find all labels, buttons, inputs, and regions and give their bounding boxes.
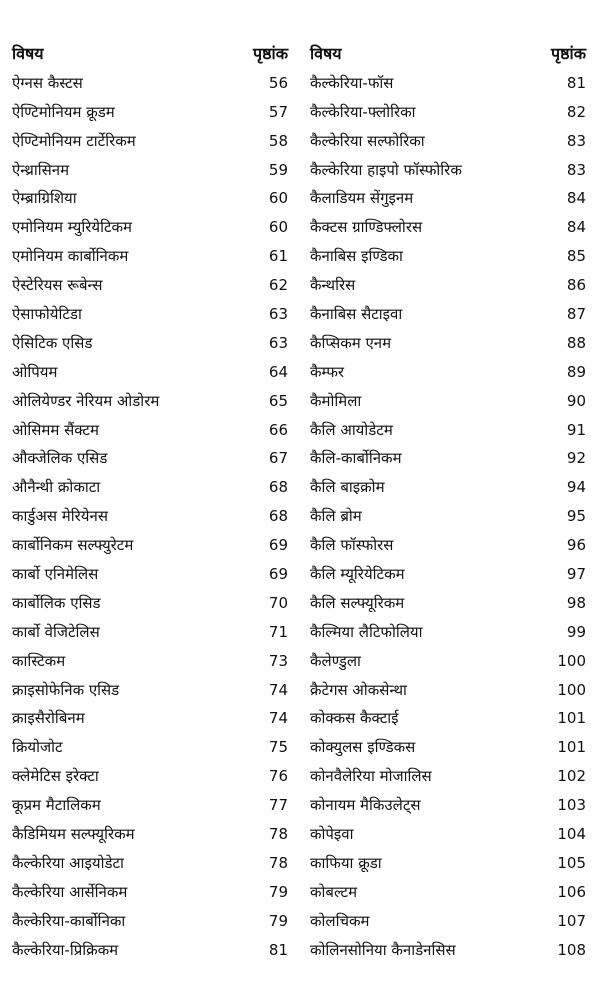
index-entry bbox=[310, 762, 588, 791]
entry-page-number: 95 bbox=[566, 507, 586, 526]
entry-page-number: 100 bbox=[557, 680, 586, 699]
index-entry bbox=[12, 69, 290, 98]
entry-subject: कैलि ब्रोम bbox=[310, 507, 362, 526]
entry-subject: ऐण्टिमोनियम टार्टेरिकम bbox=[12, 131, 136, 150]
entry-page-number: 63 bbox=[268, 333, 288, 352]
entry-page-number: 61 bbox=[268, 247, 288, 266]
index-entry bbox=[310, 444, 588, 473]
entry-subject: कैनाबिस इण्डिका bbox=[310, 247, 403, 266]
entry-page-number: 58 bbox=[268, 131, 288, 150]
index-entry bbox=[310, 907, 588, 936]
index-entry bbox=[310, 704, 588, 733]
entry-page-number: 74 bbox=[268, 709, 288, 728]
entry-page-number: 65 bbox=[268, 391, 288, 410]
entry-subject: कार्बोलिक एसिड bbox=[12, 593, 101, 612]
entry-subject: औक्जेलिक एसिड bbox=[12, 449, 108, 468]
entry-page-number: 60 bbox=[268, 218, 288, 237]
entry-page-number: 71 bbox=[268, 622, 288, 641]
entry-page-number: 87 bbox=[566, 305, 586, 324]
entry-page-number: 62 bbox=[268, 276, 288, 295]
index-entry bbox=[310, 416, 588, 445]
entry-page-number: 78 bbox=[268, 853, 288, 872]
entry-page-number: 68 bbox=[268, 478, 288, 497]
entry-subject: कोलचिकम bbox=[310, 911, 370, 930]
entry-page-number: 86 bbox=[566, 276, 586, 295]
entry-page-number: 76 bbox=[268, 767, 288, 786]
entry-page-number: 56 bbox=[268, 73, 288, 92]
entry-page-number: 104 bbox=[557, 825, 586, 844]
entry-page-number: 57 bbox=[268, 102, 288, 121]
entry-page-number: 68 bbox=[268, 507, 288, 526]
index-entry bbox=[310, 358, 588, 387]
index-entry bbox=[12, 416, 290, 445]
entry-subject: कोपेइवा bbox=[310, 825, 354, 844]
index-entry bbox=[12, 878, 290, 907]
entry-subject: कैल्केरिया-प्रिक्रिकम bbox=[12, 940, 119, 959]
entry-subject: कैमोमिला bbox=[310, 391, 362, 410]
index-entry bbox=[12, 329, 290, 358]
entry-page-number: 73 bbox=[268, 651, 288, 670]
entry-page-number: 75 bbox=[268, 738, 288, 757]
entry-subject: औनैन्थी क्रोकाटा bbox=[12, 478, 101, 497]
entry-page-number: 83 bbox=[566, 160, 586, 179]
entry-page-number: 101 bbox=[557, 738, 586, 757]
index-entry bbox=[12, 184, 290, 213]
entry-subject: कूप्रम मैटालिकम bbox=[12, 796, 101, 815]
entry-subject: कैन्थरिस bbox=[310, 276, 356, 295]
entry-subject: कैलि सल्फ्यूरिकम bbox=[310, 593, 405, 612]
entry-subject: कोक्कस कैक्टाई bbox=[310, 709, 399, 728]
index-entry bbox=[12, 676, 290, 705]
entry-subject: ओपियम bbox=[12, 362, 58, 381]
entry-subject: ऐण्टिमोनियम क्रूडम bbox=[12, 102, 115, 121]
entry-page-number: 69 bbox=[268, 536, 288, 555]
entry-page-number: 102 bbox=[557, 767, 586, 786]
entry-page-number: 64 bbox=[268, 362, 288, 381]
entry-subject: कार्डुअस मेरियेनस bbox=[12, 507, 108, 526]
entry-subject: ऐग्नस कैस्टस bbox=[12, 73, 83, 92]
index-entry bbox=[310, 271, 588, 300]
index-entry bbox=[12, 502, 290, 531]
entry-subject: कैल्केरिया-फ्लोरिका bbox=[310, 102, 416, 121]
index-entry bbox=[12, 849, 290, 878]
entry-page-number: 85 bbox=[566, 247, 586, 266]
entry-page-number: 106 bbox=[557, 882, 586, 901]
index-entry bbox=[12, 300, 290, 329]
entry-subject: एमोनियम म्युरियेटिकम bbox=[12, 218, 133, 237]
entry-subject: कोनायम मैकिउलेट्स bbox=[310, 796, 421, 815]
index-entry bbox=[310, 69, 588, 98]
entry-subject: कैलि म्यूरियेटिकम bbox=[310, 565, 405, 584]
entry-subject: ऐसिटिक एसिड bbox=[12, 333, 93, 352]
entry-subject: काफिया क्रूडा bbox=[310, 853, 382, 872]
entry-subject: ऐन्थ्रासिनम bbox=[12, 160, 70, 179]
entry-page-number: 90 bbox=[566, 391, 586, 410]
index-entry bbox=[12, 560, 290, 589]
entry-page-number: 88 bbox=[566, 333, 586, 352]
entry-subject: क्राइसोफेनिक एसिड bbox=[12, 680, 120, 699]
entry-page-number: 60 bbox=[268, 189, 288, 208]
entry-subject: कैलि आयोडेटम bbox=[310, 420, 393, 439]
index-entry bbox=[12, 473, 290, 502]
index-entry bbox=[310, 849, 588, 878]
entry-subject: कैप्सिकम एनम bbox=[310, 333, 392, 352]
index-entry bbox=[12, 647, 290, 676]
index-entry bbox=[12, 98, 290, 127]
index-entry bbox=[310, 213, 588, 242]
index-entry bbox=[310, 878, 588, 907]
entry-page-number: 98 bbox=[566, 593, 586, 612]
entry-subject: ओसिमम सैंक्टम bbox=[12, 420, 99, 439]
entry-subject: कैल्केरिया हाइपो फॉस्फोरिक bbox=[310, 160, 462, 179]
index-entry bbox=[310, 242, 588, 271]
index-entry bbox=[12, 531, 290, 560]
entry-page-number: 74 bbox=[268, 680, 288, 699]
entry-page-number: 78 bbox=[268, 825, 288, 844]
entry-subject: कार्बो वेजिटेलिस bbox=[12, 622, 100, 641]
index-entry bbox=[310, 820, 588, 849]
entry-subject: कैल्केरिया आइयोडेटा bbox=[12, 853, 124, 872]
entry-subject: कोनवैलेरिया मोजालिस bbox=[310, 767, 432, 786]
entry-page-number: 99 bbox=[566, 622, 586, 641]
entry-subject: कैल्मिया लैटिफोलिया bbox=[310, 622, 423, 641]
index-entry bbox=[310, 560, 588, 589]
entry-subject: ऐस्टेरियस रूबेन्स bbox=[12, 276, 103, 295]
entry-subject: क्रैटेगस ओकसेन्था bbox=[310, 680, 407, 699]
entry-subject: कोक्युलस इण्डिकस bbox=[310, 738, 416, 757]
entry-subject: कोलिनसोनिया कैनाडेनसिस bbox=[310, 940, 456, 959]
column-header bbox=[12, 40, 290, 69]
entry-page-number: 108 bbox=[557, 940, 586, 959]
index-entry bbox=[12, 589, 290, 618]
index-entry bbox=[12, 791, 290, 820]
index-entry bbox=[310, 647, 588, 676]
index-entry bbox=[310, 300, 588, 329]
entry-page-number: 79 bbox=[268, 882, 288, 901]
entry-page-number: 97 bbox=[566, 565, 586, 584]
entry-subject: कैलाडियम सेंगुइनम bbox=[310, 189, 414, 208]
entry-subject: कैल्केरिया-कार्बोनिका bbox=[12, 911, 126, 930]
index-entry bbox=[310, 676, 588, 705]
index-entry bbox=[12, 820, 290, 849]
entry-page-number: 101 bbox=[557, 709, 586, 728]
entry-page-number: 100 bbox=[557, 651, 586, 670]
entry-page-number: 81 bbox=[268, 940, 288, 959]
index-entry bbox=[12, 271, 290, 300]
index-entry bbox=[310, 156, 588, 185]
column-header bbox=[310, 40, 588, 69]
entry-subject: कैलि फॉस्फोरस bbox=[310, 536, 394, 555]
index-entry bbox=[310, 791, 588, 820]
index-entry bbox=[12, 156, 290, 185]
index-rows-left bbox=[12, 69, 290, 965]
entry-subject: कार्बो एनिमेलिस bbox=[12, 565, 99, 584]
entry-subject: कैल्केरिया सल्फोरिका bbox=[310, 131, 425, 150]
entry-page-number: 84 bbox=[566, 218, 586, 237]
index-entry bbox=[310, 936, 588, 965]
entry-page-number: 67 bbox=[268, 449, 288, 468]
entry-subject: कैल्केरिया-फॉस bbox=[310, 73, 394, 92]
index-entry bbox=[310, 473, 588, 502]
entry-subject: कैल्केरिया आर्सेनिकम bbox=[12, 882, 128, 901]
entry-page-number: 84 bbox=[566, 189, 586, 208]
entry-subject: ओलियेण्डर नेरियम ओडोरम bbox=[12, 391, 160, 410]
entry-page-number: 89 bbox=[566, 362, 586, 381]
index-entry bbox=[310, 502, 588, 531]
page-header: पृष्ठांक bbox=[253, 44, 288, 63]
subject-header: विषय bbox=[310, 44, 342, 63]
page-header: पृष्ठांक bbox=[551, 44, 586, 63]
index-entry bbox=[310, 589, 588, 618]
index-entry bbox=[12, 213, 290, 242]
entry-page-number: 63 bbox=[268, 305, 288, 324]
index-entry bbox=[12, 936, 290, 965]
entry-subject: कैडिमियम सल्फ्यूरिकम bbox=[12, 825, 135, 844]
entry-page-number: 77 bbox=[268, 796, 288, 815]
entry-subject: कार्बोनिकम सल्फ्युरेटम bbox=[12, 536, 134, 555]
index-column-right bbox=[310, 40, 588, 965]
entry-page-number: 107 bbox=[557, 911, 586, 930]
entry-page-number: 96 bbox=[566, 536, 586, 555]
index-entry bbox=[12, 444, 290, 473]
entry-page-number: 91 bbox=[566, 420, 586, 439]
entry-subject: कैलेण्डुला bbox=[310, 651, 361, 670]
index-entry bbox=[12, 733, 290, 762]
entry-subject: कैक्टस ग्राण्डिफ्लोरस bbox=[310, 218, 423, 237]
index-entry bbox=[310, 329, 588, 358]
index-entry bbox=[12, 762, 290, 791]
index-column-left bbox=[12, 40, 290, 965]
entry-page-number: 105 bbox=[557, 853, 586, 872]
entry-subject: कोबल्टम bbox=[310, 882, 358, 901]
entry-page-number: 69 bbox=[268, 565, 288, 584]
entry-subject: कैम्फर bbox=[310, 362, 345, 381]
index-entry bbox=[310, 733, 588, 762]
entry-page-number: 81 bbox=[566, 73, 586, 92]
index-entry bbox=[310, 98, 588, 127]
entry-page-number: 82 bbox=[566, 102, 586, 121]
index-entry bbox=[12, 618, 290, 647]
index-entry bbox=[12, 242, 290, 271]
entry-subject: कैनाबिस सैटाइवा bbox=[310, 305, 403, 324]
subject-header: विषय bbox=[12, 44, 44, 63]
entry-subject: कैलि बाइक्रोम bbox=[310, 478, 385, 497]
entry-page-number: 59 bbox=[268, 160, 288, 179]
entry-page-number: 66 bbox=[268, 420, 288, 439]
entry-page-number: 70 bbox=[268, 593, 288, 612]
index-entry bbox=[310, 531, 588, 560]
entry-page-number: 83 bbox=[566, 131, 586, 150]
entry-page-number: 92 bbox=[566, 449, 586, 468]
index-entry bbox=[310, 127, 588, 156]
entry-page-number: 103 bbox=[557, 796, 586, 815]
index-entry bbox=[12, 387, 290, 416]
index-entry bbox=[12, 704, 290, 733]
entry-subject: कास्टिकम bbox=[12, 651, 66, 670]
entry-subject: क्रियोजोट bbox=[12, 738, 63, 757]
entry-page-number: 79 bbox=[268, 911, 288, 930]
index-entry bbox=[310, 618, 588, 647]
index-entry bbox=[12, 127, 290, 156]
index-rows-right bbox=[310, 69, 588, 965]
entry-subject: कैलि-कार्बोनिकम bbox=[310, 449, 402, 468]
index-entry bbox=[12, 358, 290, 387]
entry-page-number: 94 bbox=[566, 478, 586, 497]
entry-subject: ऐम्ब्राग्रिशिया bbox=[12, 189, 77, 208]
index-entry bbox=[310, 184, 588, 213]
entry-subject: क्राइसैरोबिनम bbox=[12, 709, 85, 728]
entry-subject: ऐसाफोयेटिडा bbox=[12, 305, 82, 324]
index-entry bbox=[310, 387, 588, 416]
entry-subject: एमोनियम कार्बोनिकम bbox=[12, 247, 129, 266]
index-entry bbox=[12, 907, 290, 936]
entry-subject: क्लेमेटिस इरेक्टा bbox=[12, 767, 99, 786]
